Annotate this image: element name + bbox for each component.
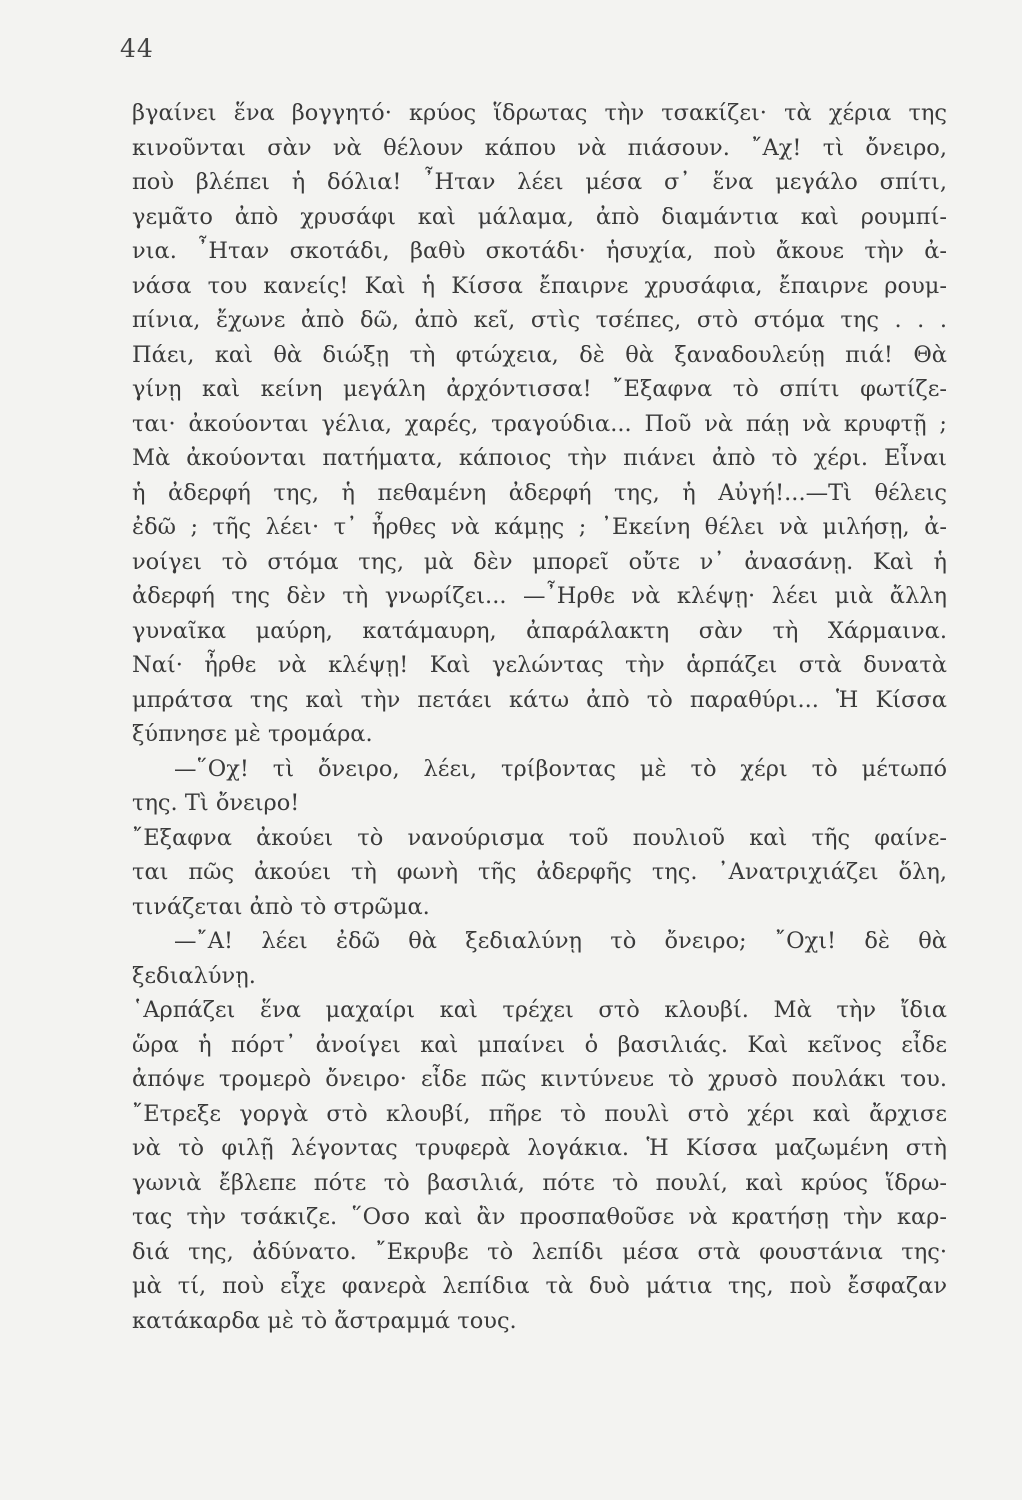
text-line: Ναί· ἦρθε νὰ κλέψῃ! Καὶ γελώντας τὴν ἁρπάζει στὰ δυνατὰ [132, 652, 947, 678]
text-line: γίνῃ καὶ κείνη μεγάλη ἀρχόντισσα! ῎Εξαφνα τὸ σπίτι φωτίζε- [132, 376, 947, 402]
text-line: —῎Α! λέει ἐδῶ θὰ ξεδιαλύνῃ τὸ ὄνειρο; ῎Οχι! δὲ θὰ [174, 928, 947, 954]
text-line: της. Τὶ ὄνειρο! [132, 790, 300, 816]
text-line: βγαίνει ἕνα βογγητό· κρύος ἵδρωτας τὴν τσακίζει· τὰ χέρια της [132, 100, 947, 126]
text-line: τινάζεται ἀπὸ τὸ στρῶμα. [132, 893, 430, 920]
text-line: γωνιὰ ἔβλεπε πότε τὸ βασιλιά, πότε τὸ πουλί, καὶ κρύος ἵδρω- [132, 1169, 947, 1196]
text-line: ποὺ βλέπει ἡ δόλια! ῏Ηταν λέει μέσα σ᾽ ἕνα μεγάλο σπίτι, [132, 169, 947, 195]
text-line: διά της, ἀδύνατο. ῎Εκρυβε τὸ λεπίδι μέσα στὰ φουστάνια της· [132, 1238, 947, 1265]
text-line: τας τὴν τσάκιζε. ῞Οσο καὶ ἂν προσπαθοῦσε νὰ κρατήσῃ τὴν καρ- [132, 1204, 947, 1230]
text-line: μπράτσα της καὶ τὴν πετάει κάτω ἀπὸ τὸ παραθύρι... Ἡ Κίσσα [132, 686, 947, 713]
text-line: Μὰ ἀκούονται πατήματα, κάποιος τὴν πιάνει ἀπὸ τὸ χέρι. Εἶναι [132, 445, 947, 471]
text-line: ῎Εξαφνα ἀκούει τὸ νανούρισμα τοῦ πουλιοῦ καὶ τῆς φαίνε- [132, 824, 947, 851]
text-line: ἀδερφή της δὲν τὴ γνωρίζει... —῏Ηρθε νὰ κλέψῃ· λέει μιὰ ἄλλη [132, 583, 947, 609]
text-line: γυναῖκα μαύρη, κατάμαυρη, ἀπαράλακτη σὰν τὴ Χάρμαινα. [132, 617, 947, 644]
text-line: ῎Ετρεξε γοργὰ στὸ κλουβί, πῆρε τὸ πουλὶ στὸ χέρι καὶ ἄρχισε [132, 1100, 947, 1127]
text-line: μὰ τί, ποὺ εἶχε φανερὰ λεπίδια τὰ δυὸ μάτια της, ποὺ ἔσφαζαν [132, 1273, 947, 1299]
text-line: ἀπόψε τρομερὸ ὄνειρο· εἶδε πῶς κιντύνευε τὸ χρυσὸ πουλάκι του. [132, 1066, 947, 1092]
text-line: —῞Οχ! τὶ ὄνειρο, λέει, τρίβοντας μὲ τὸ χέρι τὸ μέτωπό [174, 755, 947, 782]
text-line: ἡ ἀδερφή της, ἡ πεθαμένη ἀδερφή της, ἡ Αὐγή!...—Τὶ θέλεις [132, 479, 947, 506]
text-line: κινοῦνται σὰν νὰ θέλουν κάπου νὰ πιάσουν. ῎Αχ! τὶ ὄνειρο, [132, 134, 947, 161]
text-line: νὰ τὸ φιλῇ λέγοντας τρυφερὰ λογάκια. Ἡ Κίσσα μαζωμένη στὴ [132, 1135, 947, 1161]
text-line: νια. ῏Ηταν σκοτάδι, βαθὺ σκοτάδι· ἡσυχία, ποὺ ἄκουε τὴν ἀ- [132, 238, 947, 264]
text-line: ξεδιαλύνῃ. [132, 962, 256, 989]
page-number: 44 [120, 34, 154, 63]
text-line: Πάει, καὶ θὰ διώξῃ τὴ φτώχεια, δὲ θὰ ξαναδουλεύῃ πιά! Θὰ [132, 341, 947, 368]
text-line: κατάκαρδα μὲ τὸ ἄστραμμά τους. [132, 1307, 517, 1334]
text-line: ῾Αρπάζει ἕνα μαχαίρι καὶ τρέχει στὸ κλουβί. Μὰ τὴν ἴδια [132, 997, 947, 1023]
text-line: ἐδῶ ; τῆς λέει· τ᾽ ἦρθες νὰ κάμῃς ; ᾽Εκείνη θέλει νὰ μιλήσῃ, ἀ- [132, 514, 947, 540]
body-text [132, 96, 947, 1338]
text-line: πίνια, ἔχωνε ἀπὸ δῶ, ἀπὸ κεῖ, στὶς τσέπες, στὸ στόμα της . . . [132, 307, 947, 333]
text-line: γεμᾶτο ἀπὸ χρυσάφι καὶ μάλαμα, ἀπὸ διαμάντια καὶ ρουμπί- [132, 203, 947, 230]
text-line: νοίγει τὸ στόμα της, μὰ δὲν μπορεῖ οὔτε ν᾽ ἀνασάνῃ. Καὶ ἡ [132, 548, 947, 575]
text-line: ὥρα ἡ πόρτ᾽ ἀνοίγει καὶ μπαίνει ὁ βασιλιάς. Καὶ κεῖνος εἶδε [132, 1031, 947, 1058]
text-line: νάσα του κανείς! Καὶ ἡ Κίσσα ἔπαιρνε χρυσάφια, ἔπαιρνε ρουμ- [132, 272, 947, 299]
text-line: ται· ἀκούονται γέλια, χαρές, τραγούδια... Ποῦ νὰ πάῃ νὰ κρυφτῇ ; [132, 410, 947, 437]
text-line: ται πῶς ἀκούει τὴ φωνὴ τῆς ἀδερφῆς της. ᾽Ανατριχιάζει ὅλη, [132, 859, 947, 885]
text-line: ξύπνησε μὲ τρομάρα. [132, 721, 373, 747]
